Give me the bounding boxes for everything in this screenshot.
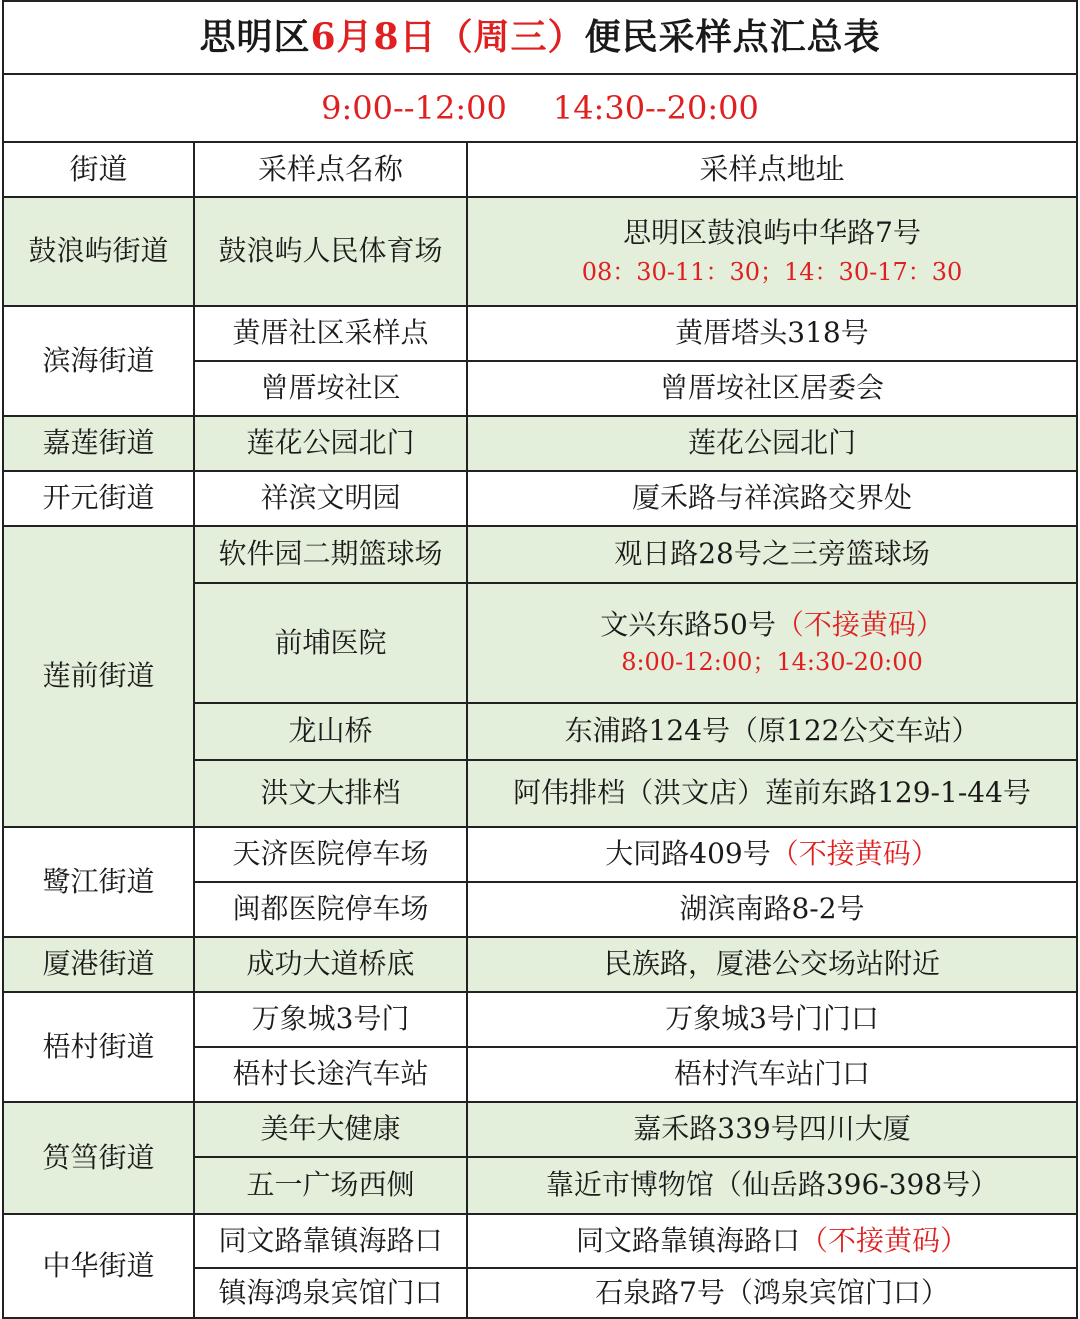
table-row [3,416,1077,471]
table-row [3,1102,1077,1157]
service-hours [3,74,1077,142]
address-cell: 观日路28号之三旁篮球场 [467,526,1077,583]
table-row [3,992,1077,1047]
site-cell: 镇海鸿泉宾馆门口 [194,1268,467,1318]
address-cell: 曾厝垵社区居委会 [467,361,1077,416]
site-cell: 莲花公园北门 [194,416,467,471]
site-cell: 前埔医院 [194,583,467,703]
title-district: 思明区 [199,15,311,58]
address-cell: 莲花公园北门 [467,416,1077,471]
table-row [3,526,1077,583]
address-cell: 嘉禾路339号四川大厦 [467,1102,1077,1157]
address-cell [467,197,1077,306]
address-text: 同文路靠镇海路口 [576,1223,801,1257]
table-row [3,306,1077,361]
street-cell: 开元街道 [3,471,194,526]
header-address: 采样点地址 [467,142,1077,197]
address-cell: 厦禾路与祥滨路交界处 [467,471,1077,526]
header-site-name: 采样点名称 [194,142,467,197]
table-row [3,471,1077,526]
address-cell: 万象城3号门门口 [467,992,1077,1047]
site-cell: 鼓浪屿人民体育场 [194,197,467,306]
site-cell: 黄厝社区采样点 [194,306,467,361]
street-cell: 厦港街道 [3,937,194,992]
title-suffix: 便民采样点汇总表 [584,15,881,58]
address-cell: 靠近市博物馆（仙岳路396-398号） [467,1157,1077,1214]
address-cell [467,583,1077,703]
table-row [3,827,1077,882]
no-yellow-code-note: （不接黄码） [775,608,944,642]
site-cell: 祥滨文明园 [194,471,467,526]
site-hours: 8:00-12:00；14:30-20:00 [621,648,923,677]
street-cell: 鼓浪屿街道 [3,197,194,306]
address-text: 文兴东路50号 [600,608,776,642]
site-cell: 曾厝垵社区 [194,361,467,416]
no-yellow-code-note: （不接黄码） [770,837,939,871]
address-text: 思明区鼓浪屿中华路7号 [623,215,921,249]
site-cell: 软件园二期篮球场 [194,526,467,583]
street-cell: 滨海街道 [3,306,194,416]
site-cell: 美年大健康 [194,1102,467,1157]
address-cell: 东浦路124号（原122公交车站） [467,703,1077,760]
address-cell [467,827,1077,882]
site-cell: 龙山桥 [194,703,467,760]
hours-afternoon: 14:30--20:00 [552,88,759,127]
table-row [3,197,1077,306]
street-cell: 鹭江街道 [3,827,194,937]
address-cell: 民族路，厦港公交场站附近 [467,937,1077,992]
address-cell: 阿伟排档（洪文店）莲前东路129-1-44号 [467,760,1077,827]
address-text: 大同路409号 [605,837,771,871]
street-cell: 筼筜街道 [3,1102,194,1214]
site-cell: 成功大道桥底 [194,937,467,992]
table-title [3,1,1077,74]
site-cell: 闽都医院停车场 [194,882,467,937]
header-street: 街道 [3,142,194,197]
site-hours: 08：30-11：30；14：30-17：30 [581,257,963,286]
address-cell: 梧村汽车站门口 [467,1047,1077,1102]
address-cell [467,1214,1077,1268]
address-cell: 石泉路7号（鸿泉宾馆门口） [467,1268,1077,1318]
site-cell: 洪文大排档 [194,760,467,827]
address-cell: 湖滨南路8-2号 [467,882,1077,937]
street-cell: 嘉莲街道 [3,416,194,471]
site-cell: 五一广场西侧 [194,1157,467,1214]
table-row [3,1214,1077,1268]
address-cell: 黄厝塔头318号 [467,306,1077,361]
no-yellow-code-note: （不接黄码） [800,1223,969,1257]
site-cell: 天济医院停车场 [194,827,467,882]
site-cell: 同文路靠镇海路口 [194,1214,467,1268]
street-cell: 莲前街道 [3,526,194,827]
table-row [3,937,1077,992]
site-cell: 万象城3号门 [194,992,467,1047]
street-cell: 梧村街道 [3,992,194,1102]
site-cell: 梧村长途汽车站 [194,1047,467,1102]
street-cell: 中华街道 [3,1214,194,1318]
title-date: 6月8日（周三） [310,15,585,58]
hours-morning: 9:00--12:00 [321,88,507,127]
sampling-sites-table [2,0,1078,1319]
